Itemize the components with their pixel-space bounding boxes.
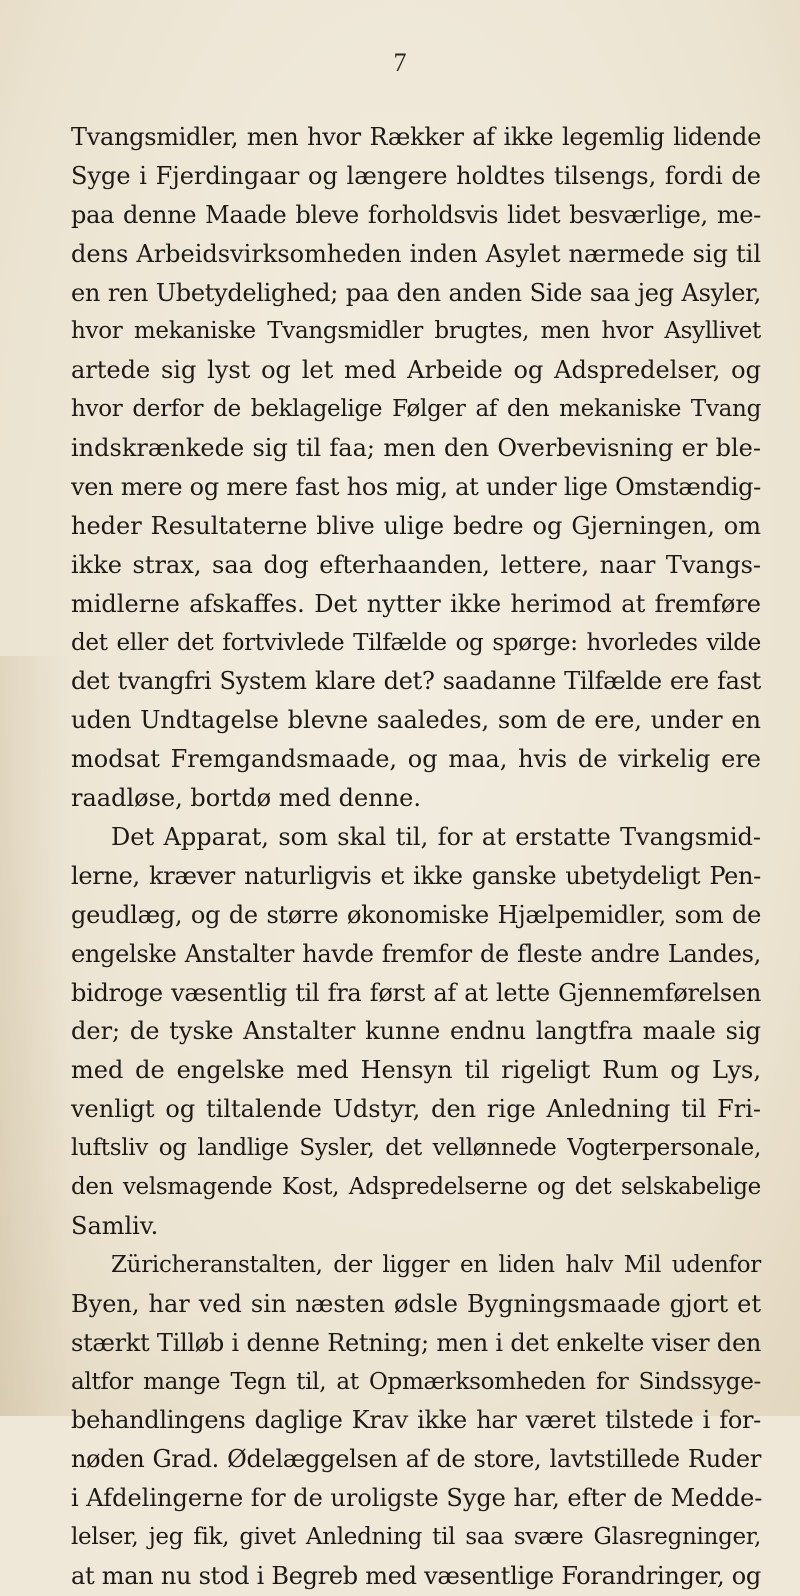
text-line: lerne, kræver naturligvis et ikke ganske ubetydeligt Pen- <box>71 861 761 890</box>
text-line: artede sig lyst og let med Arbeide og Adspredelser, og <box>71 356 761 385</box>
text-line: hvor mekaniske Tvangsmidler brugtes, men hvor Asyllivet <box>71 318 761 345</box>
text-line: luftsliv og landlige Sysler, det vellønnede Vogterpersonale, <box>71 1135 761 1162</box>
text-line: stærkt Tilløb i denne Retning; men i det enkelte viser den <box>71 1328 761 1357</box>
text-line: bidroge væsentlig til fra først af at lette Gjennemførelsen <box>71 978 761 1007</box>
text-line: den velsmagende Kost, Adspredelserne og det selskabelige <box>71 1174 761 1201</box>
text-line: Tvangsmidler, men hvor Rækker af ikke legemlig lidende <box>71 123 761 151</box>
text-line: behandlingens daglige Krav ikke har været tilstede i for- <box>71 1406 761 1435</box>
text-line: nøden Grad. Ødelæggelsen af de store, lavtstillede Ruder <box>71 1445 761 1474</box>
text-line: Samliv. <box>71 1211 159 1240</box>
text-line: venligt og tiltalende Udstyr, den rige Anledning til Fri- <box>71 1095 761 1124</box>
text-line: Züricheranstalten, der ligger en liden halv Mil udenfor <box>111 1251 761 1278</box>
text-line: geudlæg, og de større økonomiske Hjælpemidler, som de <box>71 900 761 929</box>
body-text <box>71 118 761 1596</box>
text-line: Det Apparat, som skal til, for at erstatte Tvangsmid- <box>111 823 761 852</box>
text-line: i Afdelingerne for de uroligste Syge har, efter de Medde- <box>71 1484 763 1513</box>
text-line: hvor derfor de beklagelige Følger af den mekaniske Tvang <box>71 396 761 423</box>
text-line: engelske Anstalter havde fremfor de fleste andre Landes, <box>71 939 761 968</box>
text-line: der; de tyske Anstalter kunne endnu langtfra maale sig <box>71 1017 761 1046</box>
text-line: indskrænkede sig til faa; men den Overbevisning er ble- <box>71 434 761 463</box>
text-line: at man nu stod i Begreb med væsentlige Forandringer, og <box>71 1561 761 1590</box>
text-line: raadløse, bortdø med denne. <box>71 784 421 813</box>
text-line: paa denne Maade bleve forholdsvis lidet besværlige, me- <box>71 200 761 229</box>
paper-stain <box>0 656 70 1416</box>
text-line: en ren Ubetydelighed; paa den anden Side saa jeg Asyler, <box>71 278 761 307</box>
text-line: med de engelske med Hensyn til rigeligt Rum og Lys, <box>71 1056 761 1085</box>
page-number: 7 <box>393 48 407 77</box>
text-line: det eller det fortvivlede Tilfælde og spørge: hvorledes vilde <box>71 629 761 656</box>
text-line: altfor mange Tegn til, at Opmærksomheden for Sindssyge- <box>71 1368 761 1395</box>
text-line: det tvangfri System klare det? saadanne Tilfælde ere fast <box>71 667 761 696</box>
text-line: ven mere og mere fast hos mig, at under lige Omstændig- <box>71 473 761 502</box>
text-line: dens Arbeidsvirksomheden inden Asylet nærmede sig til <box>71 239 761 268</box>
text-line: lelser, jeg fik, givet Anledning til saa svære Glasregninger, <box>71 1524 761 1551</box>
text-line: uden Undtagelse blevne saaledes, som de ere, under en <box>71 706 761 735</box>
text-line: modsat Fremgandsmaade, og maa, hvis de virkelig ere <box>71 745 761 774</box>
text-line: Syge i Fjerdingaar og længere holdtes tilsengs, fordi de <box>71 161 761 190</box>
text-line: ikke strax, saa dog efterhaanden, lettere, naar Tvangs- <box>71 550 761 579</box>
text-line: Byen, har ved sin næsten ødsle Bygningsmaade gjort et <box>71 1289 761 1318</box>
text-line: heder Resultaterne blive ulige bedre og Gjerningen, om <box>71 511 761 540</box>
text-line: midlerne afskaffes. Det nytter ikke herimod at fremføre <box>71 589 761 618</box>
